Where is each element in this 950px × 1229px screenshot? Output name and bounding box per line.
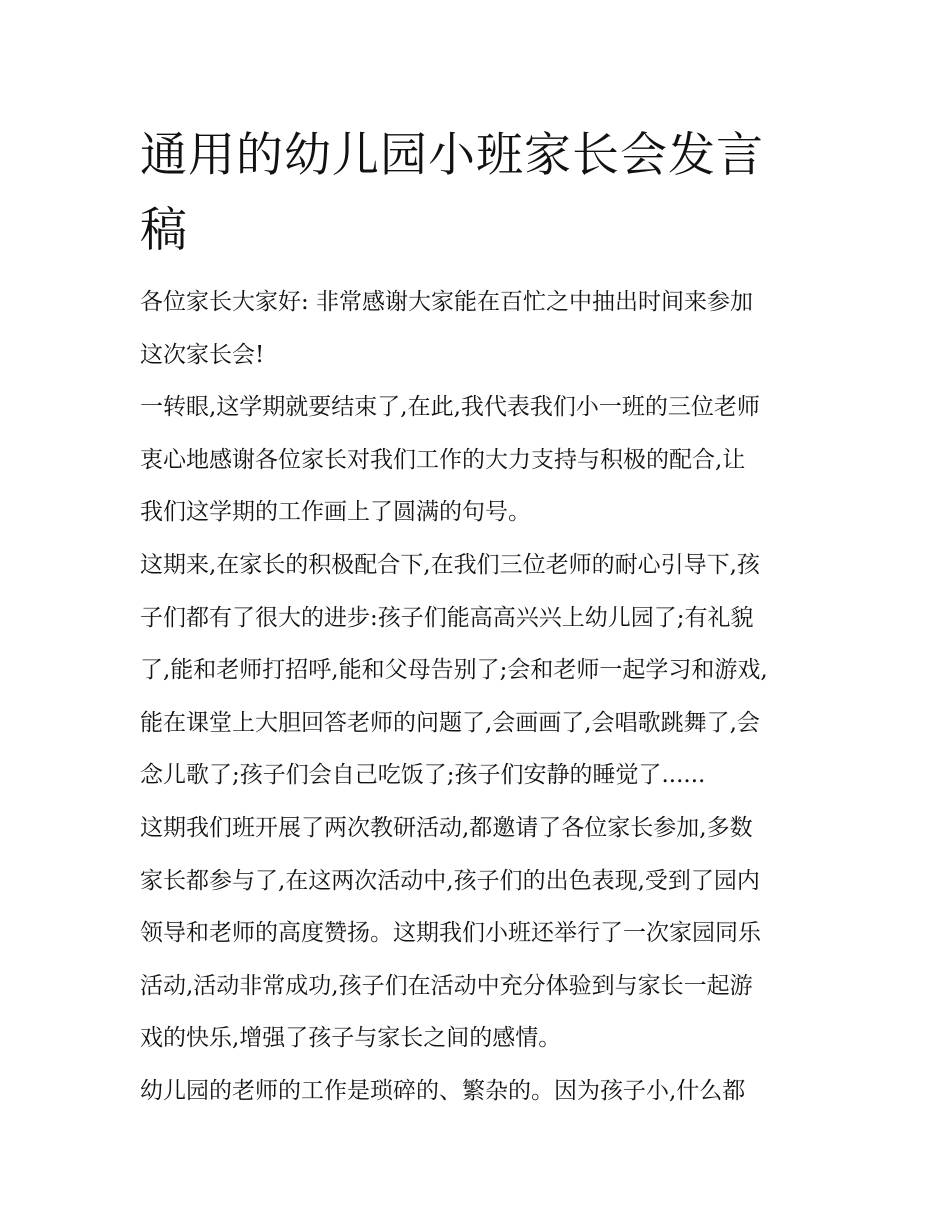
text-line: 领导和老师的高度赞扬。这期我们小班还举行了一次家园同乐 bbox=[140, 920, 761, 947]
text-line: 子们都有了很大的进步:孩子们能高高兴兴上幼儿园了;有礼貌 bbox=[140, 604, 754, 631]
text-line: 这期来,在家长的积极配合下,在我们三位老师的耐心引导下,孩 bbox=[140, 551, 760, 578]
text-line: 各位家长大家好: 非常感谢大家能在百忙之中抽出时间来参加 bbox=[140, 289, 754, 315]
document-title bbox=[140, 118, 820, 268]
text-line: 这期我们班开展了两次教研活动,都邀请了各位家长参加,多数 bbox=[140, 814, 753, 841]
text-line: 了,能和老师打招呼,能和父母告别了;会和老师一起学习和游戏, bbox=[140, 657, 768, 684]
text-line: 我们这学期的工作画上了圆满的句号。 bbox=[140, 499, 531, 526]
document-body bbox=[140, 276, 820, 1118]
text-line: 幼儿园的老师的工作是琐碎的、繁杂的。因为孩子小,什么都 bbox=[140, 1077, 746, 1104]
text-line: 能在课堂上大胆回答老师的问题了,会画画了,会唱歌跳舞了,会 bbox=[140, 709, 760, 736]
text-line: 戏的快乐,增强了孩子与家长之间的感情。 bbox=[140, 1025, 562, 1052]
text-line: 衷心地感谢各位家长对我们工作的大力支持与积极的配合,让 bbox=[140, 446, 746, 473]
text-line: 这次家长会! bbox=[140, 341, 265, 368]
text-line: 一转眼,这学期就要结束了,在此,我代表我们小一班的三位老师 bbox=[140, 394, 760, 421]
text-line: 活动,活动非常成功,孩子们在活动中充分体验到与家长一起游 bbox=[140, 972, 753, 999]
text-line: 家长都参与了,在这两次活动中,孩子们的出色表现,受到了园内 bbox=[140, 867, 760, 894]
text-line: 念儿歌了;孩子们会自己吃饭了;孩子们安静的睡觉了...... bbox=[140, 762, 706, 789]
title-line: 稿 bbox=[140, 203, 188, 258]
title-line: 通用的幼儿园小班家长会发言 bbox=[140, 128, 764, 183]
